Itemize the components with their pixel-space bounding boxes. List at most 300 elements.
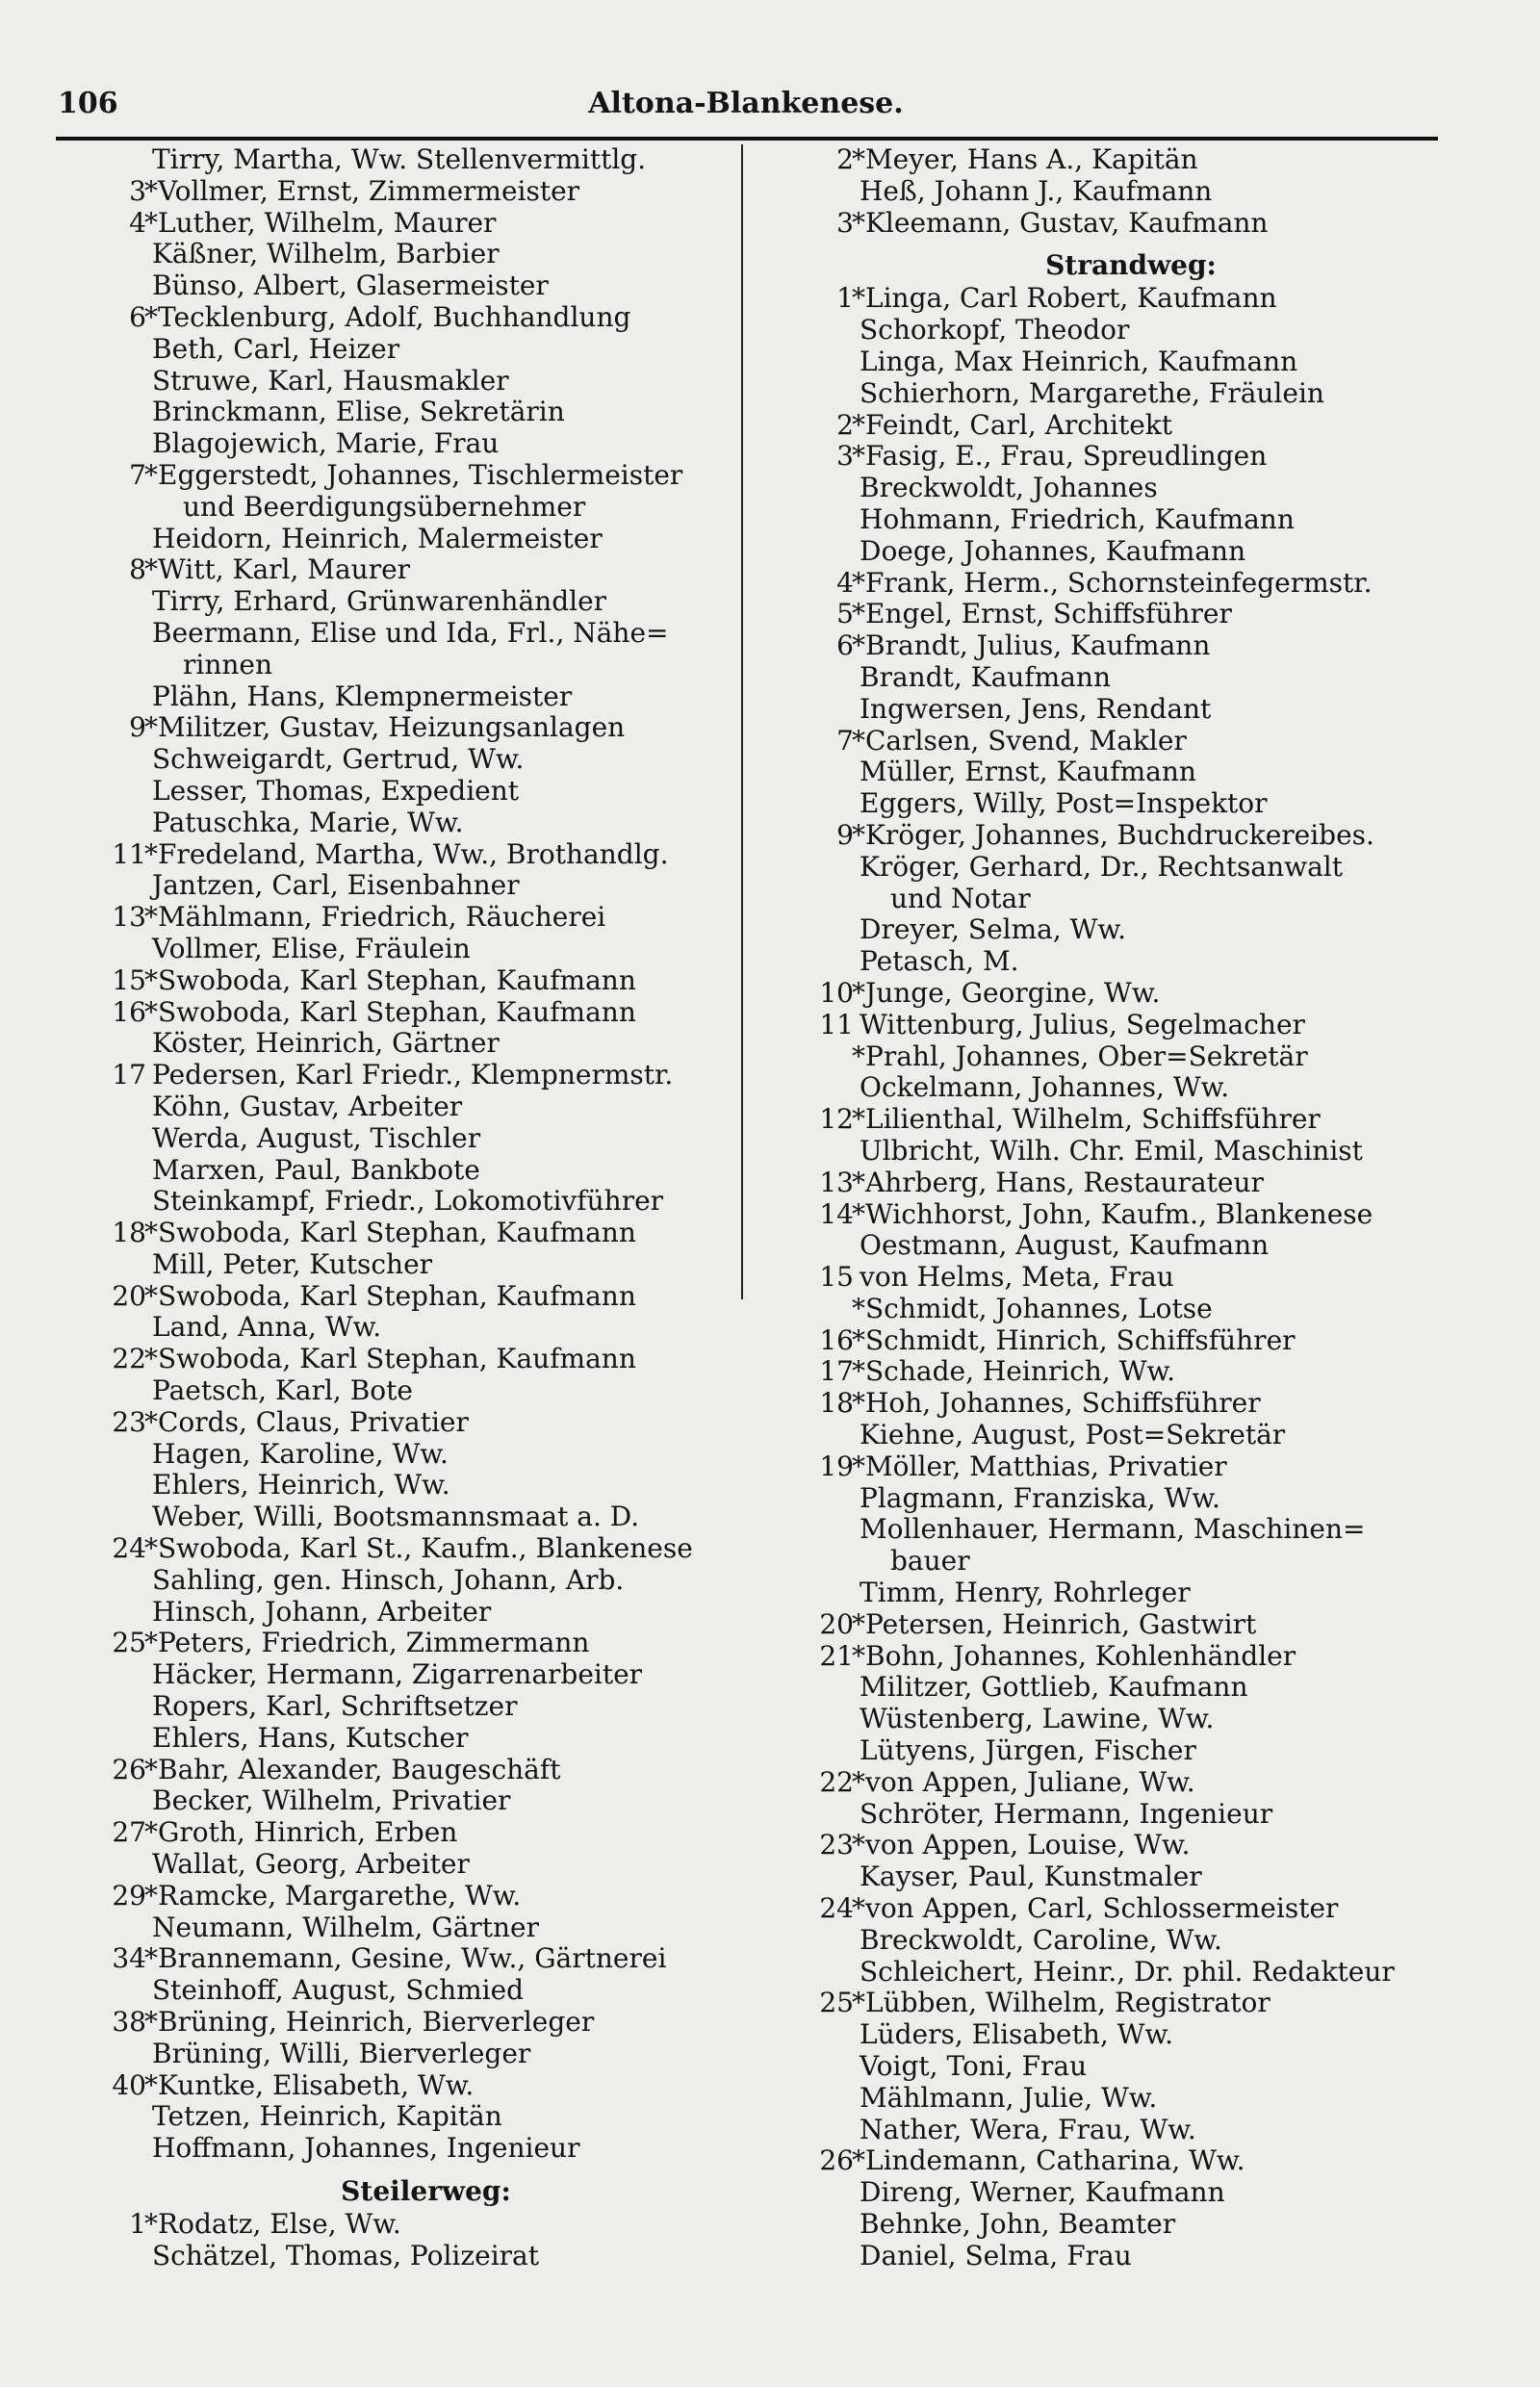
house-number: 3 [836, 440, 854, 473]
directory-entry [58, 366, 736, 398]
resident-text: *Prahl, Johannes, Ober=Sekretär [852, 1040, 1308, 1072]
directory-entry [58, 1597, 736, 1629]
directory-entry [765, 599, 1439, 630]
house-number: 38 [112, 2006, 146, 2039]
left-column [58, 144, 736, 2272]
resident-text: *von Appen, Carl, Schlossermeister [852, 1892, 1339, 1925]
directory-entry [765, 568, 1439, 600]
directory-entry [58, 1028, 736, 1060]
directory-entry [765, 346, 1439, 378]
house-number: 25 [819, 1987, 854, 2019]
resident-text: Breckwoldt, Johannes [860, 472, 1158, 504]
directory-entry [765, 1483, 1439, 1515]
directory-entry [765, 1799, 1439, 1831]
directory-entry [58, 1975, 736, 2007]
directory-entry [765, 662, 1439, 694]
directory-entry [765, 1735, 1439, 1767]
directory-entry [58, 808, 736, 839]
house-number: 8 [129, 553, 146, 586]
resident-text: von Helms, Meta, Frau [860, 1261, 1174, 1294]
resident-text: *Ramcke, Margarethe, Ww. [144, 1879, 522, 1912]
resident-text: Breckwoldt, Caroline, Ww. [860, 1923, 1222, 1956]
resident-text: Beth, Carl, Heizer [152, 332, 400, 365]
house-number: 3 [129, 174, 146, 207]
house-number: 29 [112, 1879, 146, 1912]
directory-entry [765, 2083, 1439, 2115]
resident-text: Müller, Ernst, Kaufmann [860, 756, 1196, 788]
resident-text: *Militzer, Gustav, Heizungsanlagen [144, 711, 626, 744]
house-number: 3 [836, 206, 854, 239]
resident-text: Becker, Wilhelm, Privatier [152, 1784, 511, 1817]
resident-text: *Feindt, Carl, Architekt [852, 408, 1173, 441]
directory-entry [58, 1943, 736, 1975]
resident-text: Direng, Werner, Kaufmann [860, 2176, 1225, 2209]
resident-text: *Brüning, Heinrich, Bierverleger [144, 2006, 595, 2039]
resident-text: Weber, Willi, Bootsmannsmaat a. D. [152, 1501, 640, 1533]
directory-entry [765, 1609, 1439, 1641]
resident-text: Kiehne, August, Post=Sekretär [860, 1419, 1286, 1451]
house-number: 2 [836, 408, 854, 441]
directory-entry [765, 726, 1439, 757]
directory-entry [58, 1060, 736, 1091]
directory-entry [58, 1312, 736, 1344]
directory-entry [58, 712, 736, 744]
directory-entry [765, 441, 1439, 473]
resident-text: Beermann, Elise und Ida, Frl., Nähe= [152, 616, 669, 649]
resident-text: *Kröger, Johannes, Buchdruckereibes. [852, 818, 1374, 851]
directory-entry [58, 997, 736, 1029]
house-number: 2 [836, 143, 854, 175]
house-number: 15 [112, 963, 146, 996]
resident-text: Schätzel, Thomas, Polizeirat [152, 2239, 539, 2272]
resident-text: Lesser, Thomas, Expedient [152, 774, 520, 807]
resident-text: Werda, August, Tischler [152, 1121, 481, 1154]
directory-entry [765, 978, 1439, 1010]
directory-entry [58, 1755, 736, 1786]
directory-entry [58, 2133, 736, 2165]
directory-entry [765, 2177, 1439, 2209]
resident-text: *Vollmer, Ernst, Zimmermeister [144, 174, 580, 207]
resident-text: *Swoboda, Karl Stephan, Kaufmann [144, 1343, 636, 1375]
resident-text: *Kleemann, Gustav, Kaufmann [852, 206, 1269, 239]
resident-text: *Möller, Matthias, Privatier [852, 1450, 1227, 1482]
directory-entry [58, 1439, 736, 1471]
directory-entry [58, 1375, 736, 1407]
house-number: 24 [112, 1532, 146, 1565]
directory-entry [765, 2019, 1439, 2051]
resident-text: *Mählmann, Friedrich, Räucherei [144, 901, 606, 934]
directory-entry [58, 1817, 736, 1849]
resident-text: *Swoboda, Karl Stephan, Kaufmann [144, 995, 636, 1028]
directory-entry [765, 946, 1439, 978]
directory-entry [58, 1281, 736, 1313]
resident-text: Ehlers, Hans, Kutscher [152, 1721, 469, 1754]
resident-text: Schorkopf, Theodor [860, 314, 1130, 346]
house-number: 26 [112, 1753, 146, 1785]
directory-entry [58, 744, 736, 776]
directory-entry [58, 270, 736, 302]
resident-text: Tetzen, Heinrich, Kapitän [152, 2100, 502, 2133]
resident-text: Timm, Henry, Rohrleger [860, 1577, 1191, 1609]
directory-entry [765, 1767, 1439, 1799]
directory-entry [58, 1249, 736, 1281]
directory-entry [58, 1470, 736, 1502]
directory-entry [58, 1123, 736, 1155]
directory-entry [58, 239, 736, 270]
directory-entry [765, 1262, 1439, 1294]
resident-text: Mill, Peter, Kutscher [152, 1247, 433, 1280]
resident-text: Doege, Johannes, Kaufmann [860, 534, 1246, 567]
directory-entry [58, 524, 736, 555]
resident-text: und Beerdigungsübernehmer [183, 490, 586, 523]
page-header [58, 87, 1434, 135]
resident-text: Köster, Heinrich, Gärtner [152, 1027, 500, 1060]
resident-text: Ulbricht, Wilh. Chr. Emil, Maschinist [860, 1134, 1363, 1167]
resident-text: Neumann, Wilhelm, Gärtner [152, 1911, 540, 1943]
house-number: 13 [112, 901, 146, 934]
resident-text: *von Appen, Louise, Ww. [852, 1829, 1191, 1861]
resident-text: *Swoboda, Karl Stephan, Kaufmann [144, 963, 636, 996]
resident-text: *von Appen, Juliane, Ww. [852, 1765, 1195, 1798]
resident-text: Ingwersen, Jens, Rendant [860, 692, 1212, 725]
house-number: 23 [112, 1405, 146, 1438]
resident-text: Hoffmann, Johannes, Ingenieur [152, 2132, 580, 2165]
resident-text: Häcker, Hermann, Zigarrenarbeiter [152, 1658, 643, 1691]
resident-text: Brinckmann, Elise, Sekretärin [152, 396, 565, 428]
directory-entry [58, 1533, 736, 1565]
house-number: 15 [819, 1261, 854, 1294]
directory-entry [765, 757, 1439, 788]
directory-entry [765, 788, 1439, 820]
resident-text: Nather, Wera, Frau, Ww. [860, 2113, 1196, 2145]
directory-entry [58, 650, 736, 681]
resident-text: Behnke, John, Beamter [860, 2208, 1176, 2240]
directory-entry [58, 2101, 736, 2133]
house-number: 11 [112, 837, 146, 870]
resident-text: *Schmidt, Hinrich, Schiffsführer [852, 1323, 1296, 1356]
resident-text: Plähn, Hans, Klempnermeister [152, 680, 573, 712]
directory-entry [765, 1988, 1439, 2019]
resident-text: *Wichhorst, John, Kaufm., Blankenese [852, 1197, 1373, 1230]
directory-entry [765, 1136, 1439, 1168]
resident-text: *Peters, Friedrich, Zimmermann [144, 1627, 590, 1659]
resident-text: *Swoboda, Karl St., Kaufm., Blankenese [144, 1532, 693, 1565]
resident-text: *Schmidt, Johannes, Lotse [852, 1292, 1213, 1324]
resident-text: *Hoh, Johannes, Schiffsführer [852, 1387, 1261, 1420]
directory-entry [58, 681, 736, 713]
directory-entry [765, 315, 1439, 346]
directory-entry [58, 1502, 736, 1533]
resident-text: und Notar [890, 882, 1031, 914]
directory-entry [765, 504, 1439, 536]
directory-entry [765, 1199, 1439, 1231]
resident-text: *Eggerstedt, Johannes, Tischlermeister [144, 458, 683, 491]
resident-text: *Rodatz, Else, Ww. [144, 2208, 401, 2240]
resident-text: *Engel, Ernst, Schiffsführer [852, 598, 1232, 630]
resident-text: Daniel, Selma, Frau [860, 2239, 1132, 2272]
house-number: 23 [819, 1829, 854, 1861]
resident-text: Schröter, Hermann, Ingenieur [860, 1797, 1273, 1830]
directory-entry [765, 1294, 1439, 1325]
resident-text: *Frank, Herm., Schornsteinfegermstr. [852, 566, 1373, 599]
resident-text: *Linga, Carl Robert, Kaufmann [852, 282, 1277, 315]
resident-text: Tirry, Erhard, Grünwarenhändler [152, 585, 607, 618]
house-number: 7 [129, 458, 146, 491]
resident-text: Land, Anna, Ww. [152, 1311, 382, 1344]
resident-text: *Bahr, Alexander, Baugeschäft [144, 1753, 561, 1785]
resident-text: Schweigardt, Gertrud, Ww. [152, 743, 525, 776]
resident-text: Ropers, Karl, Schriftsetzer [152, 1690, 518, 1723]
resident-text: Kayser, Paul, Kunstmaler [860, 1861, 1202, 1893]
resident-text: *Lübben, Wilhelm, Registrator [852, 1987, 1270, 2019]
directory-entry [765, 410, 1439, 442]
resident-text: Dreyer, Selma, Ww. [860, 913, 1126, 946]
directory-entry [765, 473, 1439, 504]
directory-entry [58, 934, 736, 965]
directory-entry [765, 2051, 1439, 2083]
resident-text: Linga, Max Heinrich, Kaufmann [860, 345, 1298, 377]
resident-text: *Tecklenburg, Adolf, Buchhandlung [144, 300, 631, 333]
resident-text: Käßner, Wilhelm, Barbier [152, 238, 500, 270]
house-number: 17 [819, 1355, 854, 1388]
house-number: 7 [836, 724, 854, 757]
resident-text: Militzer, Gottlieb, Kaufmann [860, 1671, 1248, 1704]
resident-text: Hagen, Karoline, Ww. [152, 1437, 449, 1470]
directory-entry [58, 492, 736, 524]
resident-text: Schierhorn, Margarethe, Fräulein [860, 376, 1324, 409]
directory-entry [58, 1344, 736, 1375]
resident-text: *Schade, Heinrich, Ww. [852, 1355, 1176, 1388]
directory-entry [58, 208, 736, 240]
directory-entry [58, 1218, 736, 1249]
resident-text: Wüstenberg, Lawine, Ww. [860, 1703, 1215, 1735]
directory-entry [765, 1830, 1439, 1861]
resident-text: Hinsch, Johann, Arbeiter [152, 1595, 492, 1628]
resident-text: Eggers, Willy, Post=Inspektor [860, 787, 1268, 820]
resident-text: Schleichert, Heinr., Dr. phil. Redakteur [860, 1955, 1395, 1988]
directory-entry [765, 1168, 1439, 1199]
directory-entry [58, 1659, 736, 1691]
directory-entry [765, 820, 1439, 852]
resident-text: *Brannemann, Gesine, Ww., Gärtnerei [144, 1942, 667, 1975]
directory-entry [765, 1356, 1439, 1388]
column-divider [741, 144, 743, 1299]
resident-text: *Fredeland, Martha, Ww., Brothandlg. [144, 837, 669, 870]
directory-entry [765, 1325, 1439, 1357]
house-number: 21 [819, 1639, 854, 1672]
directory-entry [58, 334, 736, 366]
directory-entry [765, 1041, 1439, 1073]
resident-text: Brüning, Willi, Bierverleger [152, 2037, 531, 2069]
directory-entry [765, 1010, 1439, 1041]
directory-entry [58, 1849, 736, 1881]
resident-text: Jantzen, Carl, Eisenbahner [152, 869, 520, 902]
directory-entry [765, 1578, 1439, 1609]
directory-entry [58, 460, 736, 492]
house-number: 10 [819, 976, 854, 1009]
resident-text: Ehlers, Heinrich, Ww. [152, 1469, 450, 1502]
house-number: 9 [129, 711, 146, 744]
resident-text: Lüders, Elisabeth, Ww. [860, 2018, 1173, 2051]
house-number: 16 [819, 1323, 854, 1356]
house-number: 17 [112, 1059, 146, 1091]
house-number: 18 [819, 1387, 854, 1420]
resident-text: *Ahrberg, Hans, Restaurateur [852, 1166, 1264, 1198]
house-number: 12 [819, 1103, 854, 1136]
directory-entry [58, 554, 736, 586]
house-number: 40 [112, 2068, 146, 2101]
resident-text: Wittenburg, Julius, Segelmacher [860, 1008, 1305, 1040]
resident-text: Plagmann, Franziska, Ww. [860, 1481, 1220, 1514]
resident-text: Hohmann, Friedrich, Kaufmann [860, 502, 1295, 535]
directory-entry [58, 839, 736, 871]
directory-entry [765, 1704, 1439, 1735]
house-number: 13 [819, 1166, 854, 1198]
directory-entry [58, 1785, 736, 1817]
resident-text: Steinkampf, Friedr., Lokomotivführer [152, 1185, 664, 1218]
directory-entry [58, 1565, 736, 1597]
directory-entry [58, 302, 736, 334]
resident-text: Patuschka, Marie, Ww. [152, 806, 464, 838]
resident-text: Pedersen, Karl Friedr., Klempnermstr. [152, 1059, 674, 1091]
directory-entry [765, 283, 1439, 315]
directory-entry [765, 630, 1439, 662]
running-title: Altona‑Blankenese. [588, 87, 904, 120]
directory-entry [58, 1723, 736, 1755]
resident-text: Petasch, M. [860, 945, 1019, 978]
house-number: 19 [819, 1450, 854, 1482]
resident-text: Köhn, Gustav, Arbeiter [152, 1090, 463, 1122]
header-rule [56, 137, 1438, 141]
house-number: 4 [129, 206, 146, 239]
house-number: 1 [129, 2208, 146, 2240]
resident-text: *Kuntke, Elisabeth, Ww. [144, 2068, 475, 2101]
directory-entry [58, 776, 736, 808]
resident-text: Kröger, Gerhard, Dr., Rechtsanwalt [860, 850, 1343, 883]
right-column [765, 144, 1439, 2272]
directory-entry [765, 1957, 1439, 1989]
resident-text: *Lindemann, Catharina, Ww. [852, 2144, 1245, 2177]
resident-text: *Lilienthal, Wilhelm, Schiffsführer [852, 1103, 1321, 1136]
directory-entry [765, 1641, 1439, 1673]
directory-entry [765, 1546, 1439, 1578]
directory-entry [58, 586, 736, 618]
directory-entry [765, 1230, 1439, 1262]
directory-entry [765, 1925, 1439, 1957]
directory-entry [765, 2241, 1439, 2272]
directory-entry [765, 176, 1439, 208]
directory-entry [765, 1072, 1439, 1104]
directory-entry [58, 144, 736, 176]
resident-text: bauer [890, 1545, 970, 1578]
directory-entry [58, 618, 736, 650]
resident-text: *Junge, Georgine, Ww. [852, 976, 1161, 1009]
resident-text: Heidorn, Heinrich, Malermeister [152, 522, 603, 554]
resident-text: Tirry, Martha, Ww. Stellenvermittlg. [152, 143, 647, 175]
house-number: 25 [112, 1627, 146, 1659]
directory-entry [765, 694, 1439, 726]
resident-text: *Cords, Claus, Privatier [144, 1405, 469, 1438]
directory-entry [58, 2007, 736, 2039]
directory-entry [765, 144, 1439, 176]
directory-entry [58, 2209, 736, 2241]
directory-entry [58, 397, 736, 428]
resident-text: rinnen [183, 648, 273, 680]
directory-entry [58, 1912, 736, 1944]
directory-entry [58, 1407, 736, 1439]
resident-text: *Petersen, Heinrich, Gastwirt [852, 1607, 1257, 1640]
house-number: 11 [819, 1008, 854, 1040]
street-heading: Steilerweg: [341, 2175, 511, 2207]
resident-text: Mollenhauer, Hermann, Maschinen= [860, 1513, 1366, 1546]
house-number: 27 [112, 1816, 146, 1849]
house-number: 1 [836, 282, 854, 315]
house-number: 22 [819, 1765, 854, 1798]
resident-text: *Luther, Wilhelm, Maurer [144, 206, 497, 239]
directory-entry [765, 378, 1439, 410]
house-number: 4 [836, 566, 854, 599]
resident-text: Wallat, Georg, Arbeiter [152, 1848, 470, 1881]
resident-text: Bünso, Albert, Glasermeister [152, 270, 549, 302]
resident-text: *Fasig, E., Frau, Spreudlingen [852, 440, 1268, 473]
house-number: 9 [836, 818, 854, 851]
house-number: 24 [819, 1892, 854, 1925]
directory-entry [58, 870, 736, 902]
directory-entry [765, 208, 1439, 240]
directory-entry [765, 1388, 1439, 1420]
resident-text: Ockelmann, Johannes, Ww. [860, 1071, 1230, 1104]
resident-text: *Brandt, Julius, Kaufmann [852, 629, 1211, 662]
directory-entry [765, 2145, 1439, 2177]
resident-text: *Swoboda, Karl Stephan, Kaufmann [144, 1217, 636, 1249]
resident-text: *Groth, Hinrich, Erben [144, 1816, 458, 1849]
house-number: 20 [112, 1279, 146, 1312]
resident-text: Steinhoff, August, Schmied [152, 1974, 525, 2007]
directory-entry [58, 1628, 736, 1659]
resident-text: *Swoboda, Karl Stephan, Kaufmann [144, 1279, 636, 1312]
resident-text: Heß, Johann J., Kaufmann [860, 174, 1213, 207]
resident-text: *Bohn, Johannes, Kohlenhändler [852, 1639, 1296, 1672]
resident-text: Brandt, Kaufmann [860, 660, 1111, 693]
directory-entry [58, 2039, 736, 2070]
house-number: 20 [819, 1607, 854, 1640]
directory-entry [765, 2115, 1439, 2146]
resident-text: Mählmann, Julie, Ww. [860, 2081, 1158, 2114]
resident-text: Blagojewich, Marie, Frau [152, 427, 500, 460]
house-number: 22 [112, 1343, 146, 1375]
resident-text: *Carlsen, Svend, Makler [852, 724, 1187, 757]
directory-entry [58, 1155, 736, 1187]
directory-entry [765, 1672, 1439, 1704]
directory-entry [58, 2070, 736, 2102]
directory-entry [765, 914, 1439, 946]
resident-text: Sahling, gen. Hinsch, Johann, Arb. [152, 1563, 625, 1596]
directory-entry [765, 1420, 1439, 1451]
directory-entry [58, 1691, 736, 1723]
directory-entry [765, 852, 1439, 884]
resident-text: *Meyer, Hans A., Kapitän [852, 143, 1198, 175]
page-number: 106 [58, 87, 118, 120]
directory-entry [765, 536, 1439, 568]
street-heading: Strandweg: [1045, 249, 1217, 282]
resident-text: Paetsch, Karl, Bote [152, 1374, 413, 1407]
resident-text: Marxen, Paul, Bankbote [152, 1153, 480, 1186]
house-number: 34 [112, 1942, 146, 1975]
directory-entry [58, 965, 736, 997]
resident-text: Voigt, Toni, Frau [860, 2050, 1088, 2083]
resident-text: Lütyens, Jürgen, Fischer [860, 1734, 1196, 1767]
directory-entry [765, 1893, 1439, 1925]
